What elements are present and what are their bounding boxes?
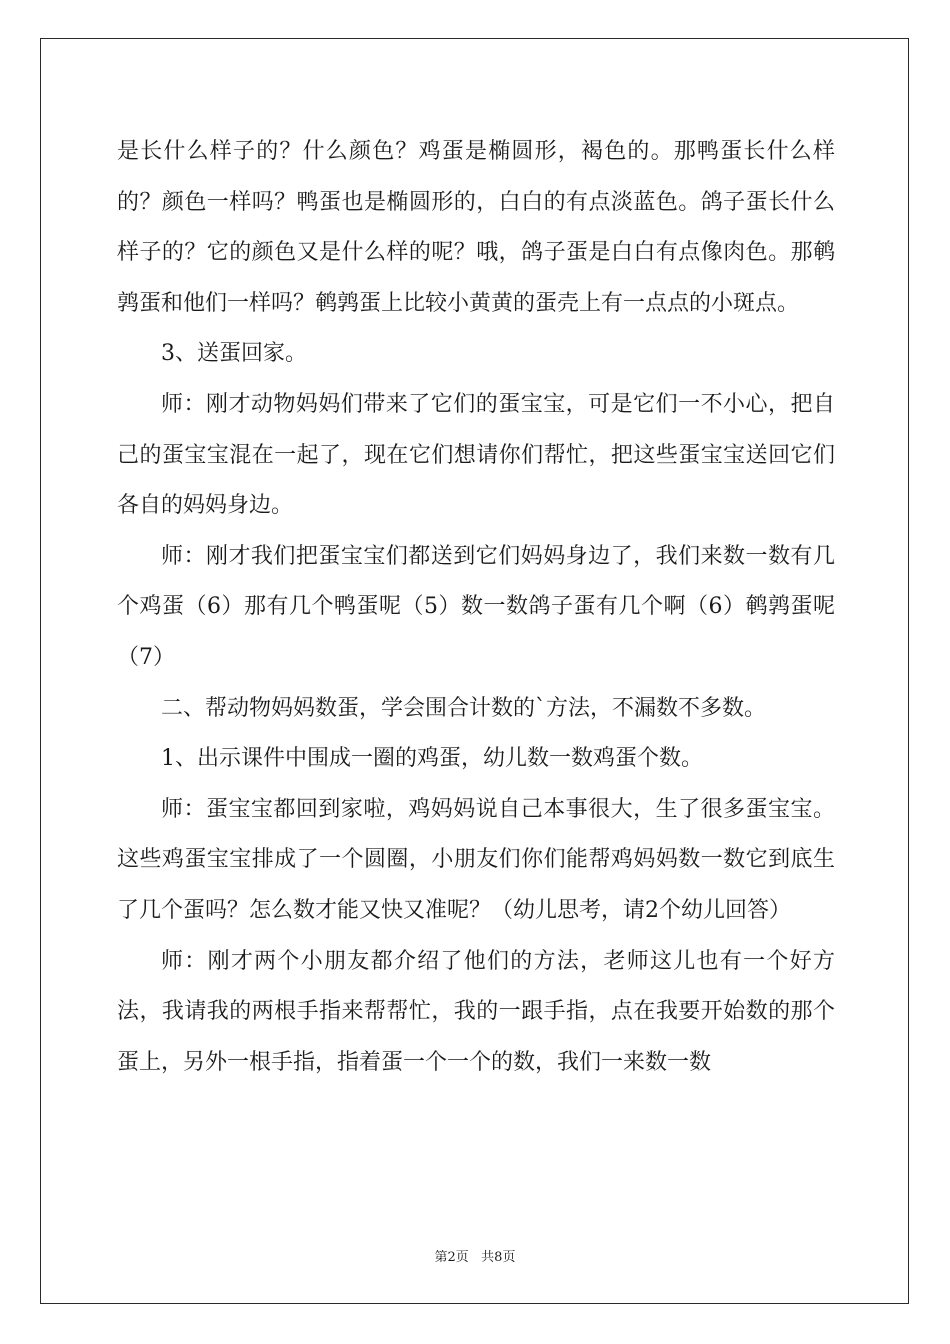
document-body: [117, 127, 835, 1088]
paragraph-5: 二、帮动物妈妈数蛋，学会围合计数的`方法，不漏数不多数。: [161, 695, 767, 721]
paragraph-1: 是长什么样子的？什么颜色？鸡蛋是椭圆形，褐色的。那鸭蛋长什么样的？颜色一样吗？鸭蛋也是椭圆形的，白白的有点淡蓝色。鸽子蛋长什么样子的？它的颜色又是什么样的呢？哦，鸽子蛋是白白有点像肉色。那鹌鹑蛋和他们一样吗？鹌鹑蛋上比较小黄黄的蛋壳上有一点点的小斑点。: [117, 139, 835, 316]
paragraph-7: 师：蛋宝宝都回到家啦，鸡妈妈说自己本事很大，生了很多蛋宝宝。这些鸡蛋宝宝排成了一个圆圈，小朋友们你们能帮鸡妈妈数一数它到底生了几个蛋吗？怎么数才能又快又准呢？（幼儿思考，请2个幼儿回答）: [117, 796, 835, 923]
paragraph-4: 师：刚才我们把蛋宝宝们都送到它们妈妈身边了，我们来数一数有几个鸡蛋（6）那有几个鸭蛋呢（5）数一数鸽子蛋有几个啊（6）鹌鹑蛋呢（7）: [117, 543, 835, 670]
paragraph-6: 1、出示课件中围成一圈的鸡蛋，幼儿数一数鸡蛋个数。: [161, 746, 703, 772]
paragraph-8: 师：刚才两个小朋友都介绍了他们的方法，老师这儿也有一个好方法，我请我的两根手指来帮帮忙，我的一跟手指，点在我要开始数的那个蛋上，另外一根手指，指着蛋一个一个的数，我们一来数一数: [117, 948, 835, 1075]
paragraph-3: 师：刚才动物妈妈们带来了它们的蛋宝宝，可是它们一不小心，把自己的蛋宝宝混在一起了，现在它们想请你们帮忙，把这些蛋宝宝送回它们各自的妈妈身边。: [117, 391, 835, 519]
page-number-footer: 第2页 共8页: [434, 1250, 516, 1265]
paragraph-2: 3、送蛋回家。: [161, 341, 307, 367]
